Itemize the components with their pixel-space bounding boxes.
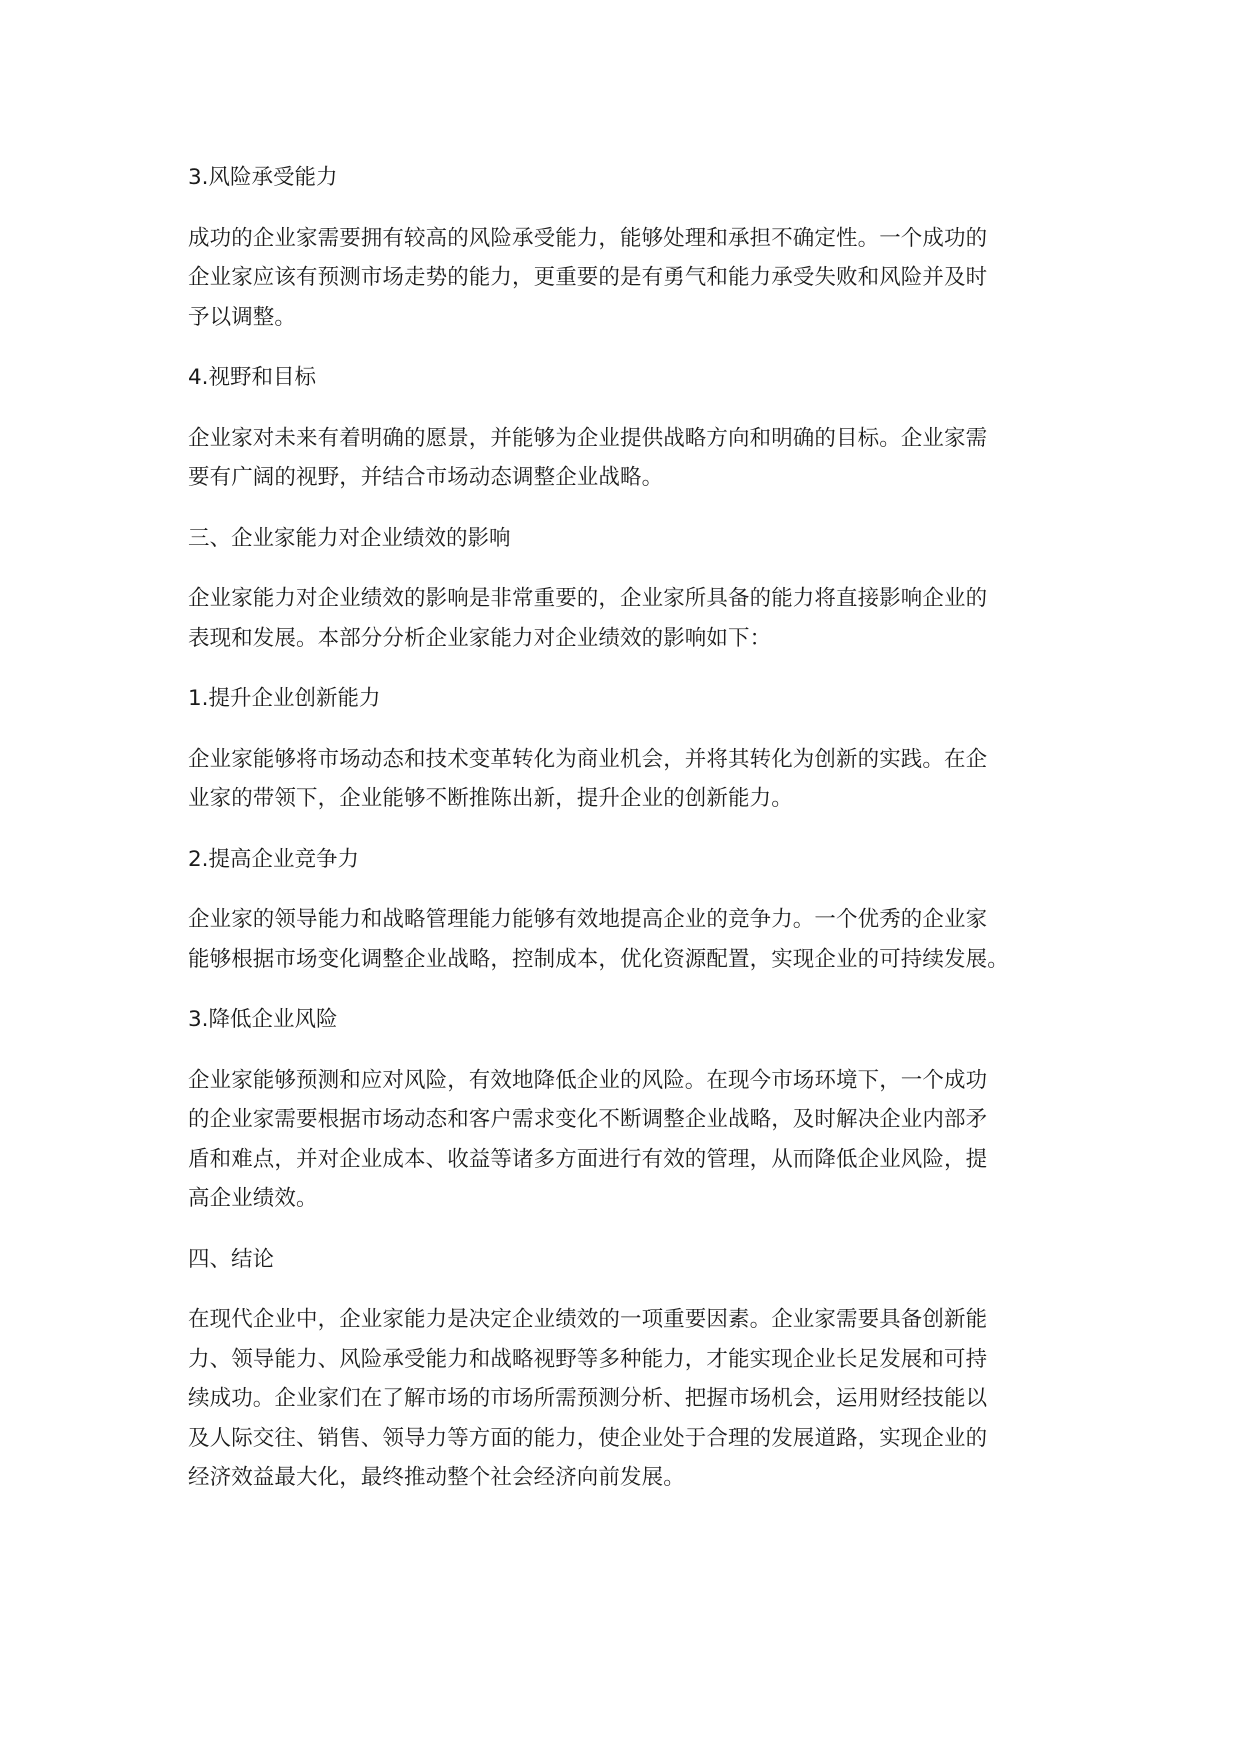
paragraph-line: 能够根据市场变化调整企业战略，控制成本，优化资源配置，实现企业的可持续发展。 xyxy=(188,946,1009,972)
section-4-vision-goals-heading: 4.视野和目标 xyxy=(188,365,317,390)
risk-reduction-paragraph xyxy=(188,1061,1088,1219)
paragraph-line: 企业家能力对企业绩效的影响是非常重要的，企业家所具备的能力将直接影响企业的 xyxy=(188,586,988,611)
conclusion-paragraph xyxy=(188,1300,1088,1498)
impact-intro-paragraph xyxy=(188,579,1088,658)
paragraph-line: 企业家应该有预测市场走势的能力，更重要的是有勇气和能力承受失败和风险并及时 xyxy=(188,265,988,290)
competitiveness-paragraph xyxy=(188,900,1088,979)
paragraph-line: 表现和发展。本部分分析企业家能力对企业绩效的影响如下： xyxy=(188,625,772,651)
paragraph-line: 高企业绩效。 xyxy=(188,1186,318,1211)
paragraph-line: 成功的企业家需要拥有较高的风险承受能力，能够处理和承担不确定性。一个成功的 xyxy=(188,225,988,251)
paragraph-line: 力、领导能力、风险承受能力和战略视野等多种能力，才能实现企业长足发展和可持 xyxy=(188,1346,988,1372)
paragraph-line: 业家的带领下，企业能够不断推陈出新，提升企业的创新能力。 xyxy=(188,786,793,811)
section-3-risk-tolerance-heading: 3.风险承受能力 xyxy=(188,165,338,190)
chapter-4-conclusion-heading: 四、结论 xyxy=(188,1246,275,1272)
impact-3-risk-reduction-heading: 3.降低企业风险 xyxy=(188,1007,338,1032)
paragraph-line: 企业家能够将市场动态和技术变革转化为商业机会，并将其转化为创新的实践。在企 xyxy=(188,746,988,772)
paragraph-line: 予以调整。 xyxy=(188,304,297,330)
impact-2-competitiveness-heading: 2.提高企业竞争力 xyxy=(188,846,360,872)
risk-tolerance-paragraph xyxy=(188,219,1088,338)
vision-goals-paragraph xyxy=(188,419,1088,498)
paragraph-line: 企业家的领导能力和战略管理能力能够有效地提高企业的竞争力。一个优秀的企业家 xyxy=(188,907,988,932)
paragraph-line: 经济效益最大化，最终推动整个社会经济向前发展。 xyxy=(188,1465,685,1490)
paragraph-line: 企业家对未来有着明确的愿景，并能够为企业提供战略方向和明确的目标。企业家需 xyxy=(188,425,988,451)
chapter-3-impact-heading: 三、企业家能力对企业绩效的影响 xyxy=(188,525,511,551)
paragraph-line: 续成功。企业家们在了解市场的市场所需预测分析、把握市场机会，运用财经技能以 xyxy=(188,1386,988,1411)
paragraph-line: 要有广阔的视野，并结合市场动态调整企业战略。 xyxy=(188,465,664,490)
paragraph-line: 盾和难点，并对企业成本、收益等诸多方面进行有效的管理，从而降低企业风险，提 xyxy=(188,1146,988,1172)
impact-1-innovation-heading: 1.提升企业创新能力 xyxy=(188,686,381,711)
paragraph-line: 在现代企业中，企业家能力是决定企业绩效的一项重要因素。企业家需要具备创新能 xyxy=(188,1307,988,1332)
paragraph-line: 及人际交往、销售、领导力等方面的能力，使企业处于合理的发展道路，实现企业的 xyxy=(188,1425,988,1451)
paragraph-line: 企业家能够预测和应对风险，有效地降低企业的风险。在现今市场环境下，一个成功 xyxy=(188,1067,988,1093)
innovation-paragraph xyxy=(188,740,1088,819)
document-body xyxy=(188,158,1088,1498)
paragraph-line: 的企业家需要根据市场动态和客户需求变化不断调整企业战略，及时解决企业内部矛 xyxy=(188,1107,988,1132)
